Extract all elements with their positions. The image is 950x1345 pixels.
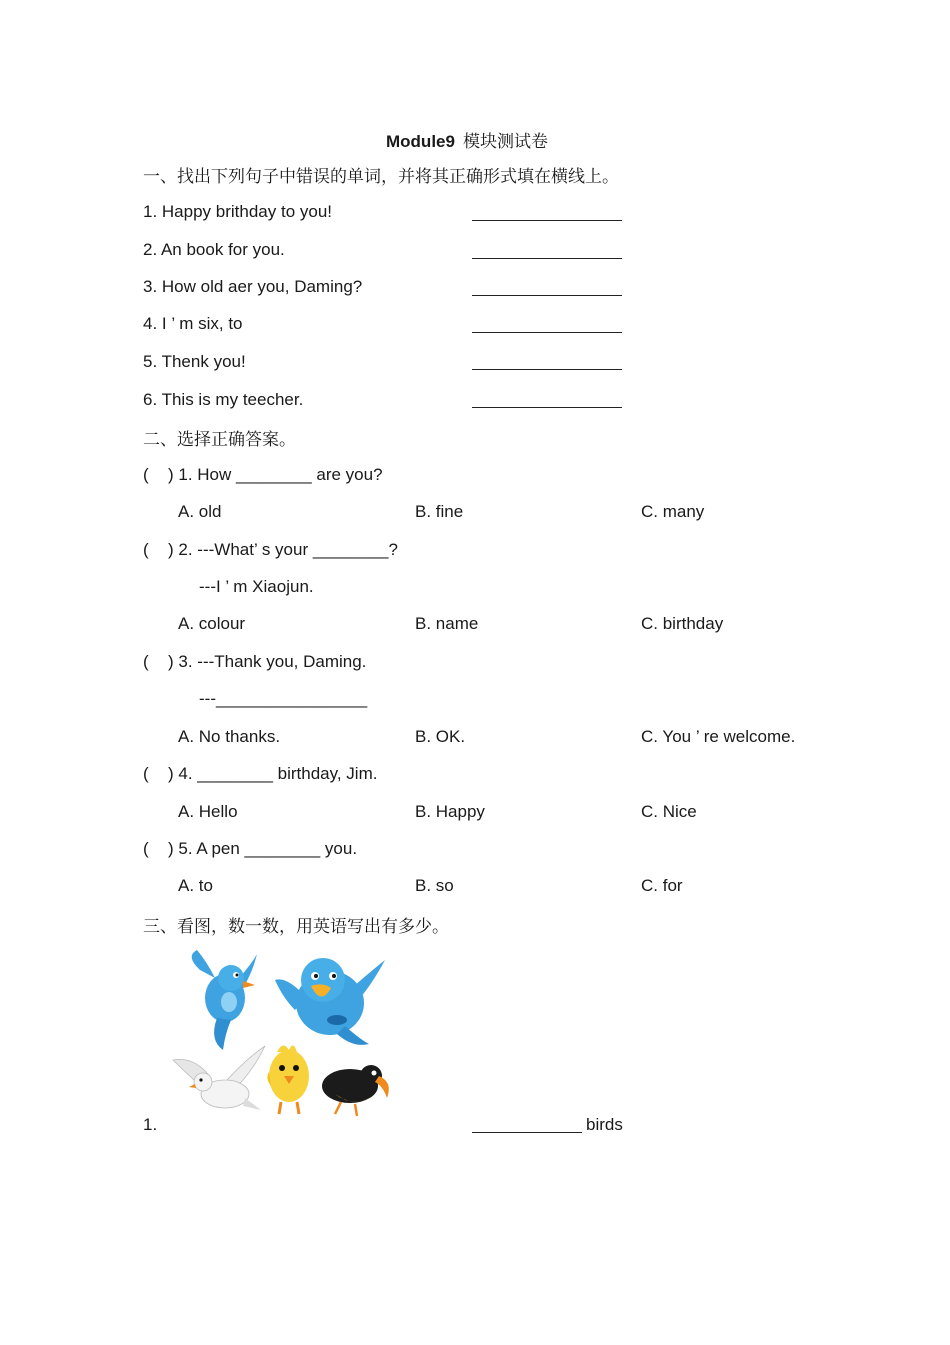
q4-paren[interactable]: ( [143,764,149,783]
q3-stem: ) 3. ---Thank you, Daming. [168,652,367,671]
s1-answer-line-1[interactable] [472,220,622,221]
white-dove [173,1046,265,1110]
s1-answer-line-2[interactable] [472,258,622,259]
q5-option-c: C. for [641,876,683,895]
q2-option-c: C. birthday [641,614,724,633]
s3-answer-line[interactable] [472,1132,582,1133]
s1-answer-line-4[interactable] [472,332,622,333]
title-cn: 模块测试卷 [462,132,548,152]
blue-bird-small [192,950,257,1050]
q3-option-a: A. No thanks. [178,727,281,746]
black-bird [322,1065,389,1116]
s1-answer-line-3[interactable] [472,295,622,296]
s1-answer-line-6[interactable] [472,407,622,408]
q1-option-b: B. fine [415,502,464,521]
q5-option-a: A. to [178,876,213,895]
q5-paren[interactable]: ( [143,839,149,858]
s1-item-3: 3. How old aer you, Daming? [143,277,363,296]
q1-paren[interactable]: ( [143,465,149,484]
q4-option-b: B. Happy [415,802,485,821]
yellow-chick [267,1045,309,1114]
s1-answer-line-5[interactable] [472,369,622,370]
q2-stem: ) 2. ---What’ s your ________? [168,540,398,559]
q1-option-c: C. many [641,502,705,521]
section1-heading: 一、找出下列句子中错误的单词，并将其正确形式填在横线上。 [143,167,619,187]
q4-option-c: C. Nice [641,802,697,821]
q3-option-b: B. OK. [415,727,466,746]
section3-heading: 三、看图，数一数，用英语写出有多少。 [143,917,449,937]
s3-item-number: 1. [143,1115,158,1134]
q5-stem: ) 5. A pen ________ you. [168,839,358,858]
s1-item-2: 2. An book for you. [143,240,285,259]
s1-item-6: 6. This is my teecher. [143,390,304,409]
q2-option-b: B. name [415,614,479,633]
q2-paren[interactable]: ( [143,540,149,559]
title-en: Module9 [386,132,455,151]
q3-option-c: C. You ’ re welcome. [641,727,796,746]
q4-stem: ) 4. ________ birthday, Jim. [168,764,378,783]
s3-answer-suffix: birds [586,1115,623,1134]
q1-stem: ) 1. How ________ are you? [168,465,383,484]
page-title [386,127,548,152]
blue-bird-large [275,958,385,1045]
q5-option-b: B. so [415,876,454,895]
q1-option-a: A. old [178,502,222,521]
q3-reply: ---________________ [199,689,368,708]
q2-option-a: A. colour [178,614,246,633]
q3-paren[interactable]: ( [143,652,149,671]
s1-item-1: 1. Happy brithday to you! [143,202,333,221]
section2-heading: 二、选择正确答案。 [143,430,296,450]
s1-item-4: 4. I ’ m six, to [143,314,243,333]
q4-option-a: A. Hello [178,802,238,821]
birds-illustration [165,948,400,1123]
s1-item-5: 5. Thenk you! [143,352,246,371]
q2-reply: ---I ’ m Xiaojun. [199,577,314,596]
